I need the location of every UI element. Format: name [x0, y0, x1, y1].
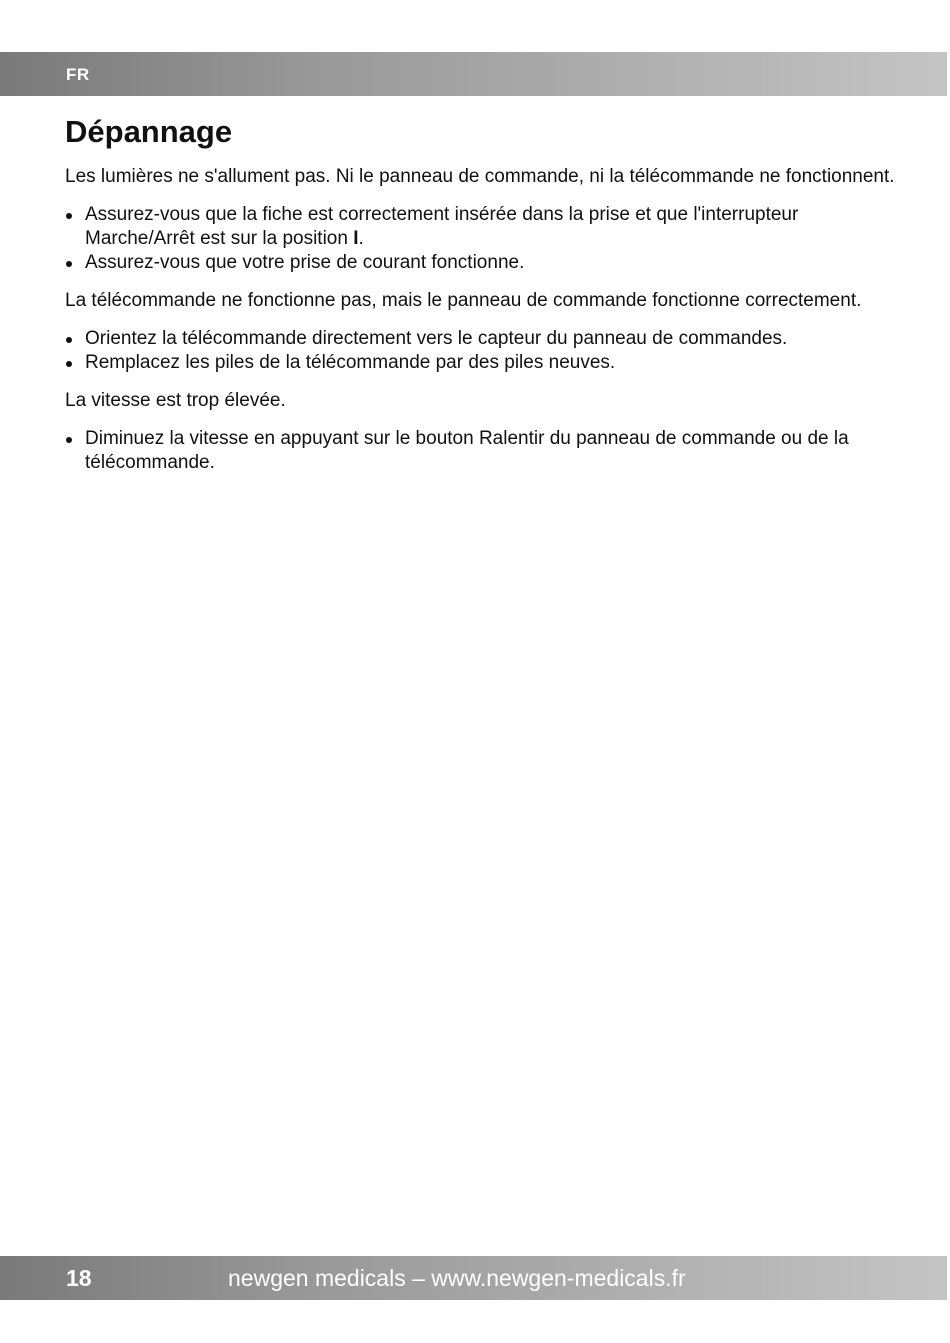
- solution-list: [65, 427, 895, 475]
- troubleshooting-content: [65, 165, 895, 489]
- solution-item: [65, 327, 895, 351]
- solution-text-end: .: [358, 228, 364, 249]
- solution-text: Remplacez les piles de la télécommande par des piles neuves.: [85, 352, 616, 373]
- footer-bar: [0, 1256, 947, 1300]
- solution-text: Diminuez la vitesse en appuyant sur le bouton Ralentir du panneau de commande ou de la télécommande.: [85, 428, 849, 473]
- solution-item: [65, 427, 895, 475]
- solution-text: Orientez la télécommande directement vers le capteur du panneau de commandes.: [85, 328, 788, 349]
- solution-list: [65, 203, 895, 275]
- page-title: Dépannage: [65, 114, 233, 149]
- solution-list: [65, 327, 895, 375]
- solution-text: Assurez-vous que la fiche est correctement insérée dans la prise et que l'interrupteur Marche/Arrêt est sur la position: [85, 204, 799, 249]
- page-number: 18: [66, 1265, 92, 1291]
- solution-item: [65, 203, 895, 251]
- language-tag: FR: [66, 65, 90, 84]
- problem-text: La vitesse est trop élevée.: [65, 390, 286, 411]
- solution-text: Assurez-vous que votre prise de courant fonctionne.: [85, 252, 525, 273]
- problem-text: Les lumières ne s'allument pas. Ni le panneau de commande, ni la télécommande ne fonctionnent.: [65, 166, 895, 187]
- switch-position-label: I: [353, 228, 359, 249]
- header-bar: [0, 52, 947, 96]
- solution-item: [65, 351, 895, 375]
- footer-brand-url: newgen medicals – www.newgen-medicals.fr: [228, 1265, 686, 1291]
- solution-item: [65, 251, 895, 275]
- problem-text: La télécommande ne fonctionne pas, mais le panneau de commande fonctionne correctement.: [65, 290, 862, 311]
